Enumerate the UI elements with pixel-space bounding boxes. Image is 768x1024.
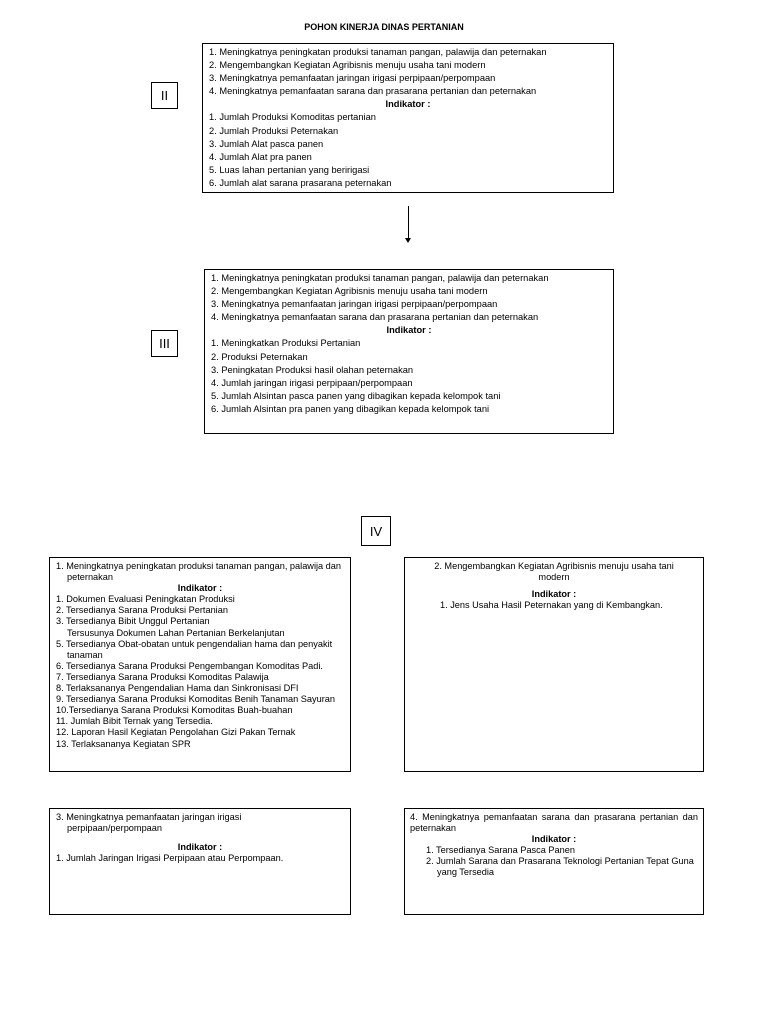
indicator-item: 1. Dokumen Evaluasi Peningkatan Produksi — [56, 594, 235, 605]
level-label-iii — [151, 330, 178, 357]
indikator-heading: Indikator : — [531, 834, 577, 845]
goal-text: 4. Meningkatnya pemanfaatan sarana dan prasarana pertanian dan peternakan — [410, 812, 698, 834]
indicator-item: 6. Jumlah alat sarana prasarana peternakan — [209, 177, 392, 188]
level4-box-1 — [49, 557, 351, 772]
indikator-heading: Indikator : — [177, 583, 223, 594]
indicator-item: 5. Jumlah Alsintan pasca panen yang dibagikan kepada kelompok tani — [211, 390, 501, 401]
indicator-item: 5. Tersedianya Obat-obatan untuk pengendalian hama dan penyakit tanaman — [56, 638, 333, 660]
level-label-iv — [361, 516, 391, 546]
indicator-list — [211, 337, 607, 416]
indicator-item: 10.Tersedianya Sarana Produksi Komoditas Buah-buahan — [56, 705, 293, 716]
indicator-item: 3. Tersedianya Bibit Unggul Pertanian — [56, 616, 210, 627]
indicator-list — [209, 111, 607, 190]
indicator-item: 3. Jumlah Alat pasca panen — [209, 138, 324, 149]
indicator-item: 2. Tersedianya Sarana Produksi Pertanian — [56, 605, 228, 616]
indicator-item: 3. Peningkatan Produksi hasil olahan peternakan — [211, 364, 414, 375]
goal-text: 3. Meningkatnya pemanfaatan jaringan irigasi perpipaan/perpompaan — [56, 812, 242, 834]
indicator-item: 4. Jumlah Alat pra panen — [209, 151, 312, 162]
indicator-item: 7. Tersedianya Sarana Produksi Komoditas Palawija — [56, 671, 269, 682]
indicator-item: 5. Luas lahan pertanian yang beririgasi — [209, 164, 370, 175]
down-arrow-icon — [405, 238, 411, 243]
level4-box-4 — [404, 808, 704, 915]
indikator-heading: Indikator : — [177, 842, 223, 853]
goal-item: 2. Mengembangkan Kegiatan Agribisnis menuju usaha tani modern — [209, 60, 486, 71]
down-arrow-line — [408, 206, 409, 240]
indicator-item: 9. Tersedianya Sarana Produksi Komoditas Benih Tanaman Sayuran — [56, 694, 336, 705]
goal-item: 1. Meningkatnya peningkatan produksi tanaman pangan, palawija dan peternakan — [209, 47, 547, 57]
goal-item: 3. Meningkatnya pemanfaatan jaringan irigasi perpipaan/perpompaan — [211, 299, 498, 310]
indicator-item: 1. Meningkatkan Produksi Pertanian — [211, 338, 361, 349]
goal-text: 2. Mengembangkan Kegiatan Agribisnis menuju usaha tani modern — [434, 561, 674, 583]
level3-box — [204, 269, 614, 434]
level-label-text: III — [159, 336, 170, 351]
indikator-heading: Indikator : — [386, 325, 432, 336]
indicator-item: 13. Terlaksananya Kegiatan SPR — [56, 738, 191, 749]
indikator-heading: Indikator : — [385, 99, 431, 110]
goal-item: 4. Meningkatnya pemanfaatan sarana dan prasarana pertanian dan peternakan — [209, 86, 537, 97]
indicator-item: Tersusunya Dokumen Lahan Pertanian Berkelanjutan — [67, 627, 285, 638]
indicator-item: 2. Jumlah Produksi Peternakan — [209, 125, 339, 136]
indicator-item: 1. Jumlah Produksi Komoditas pertanian — [209, 112, 376, 123]
goal-text: 1. Meningkatnya peningkatan produksi tanaman pangan, palawija dan peternakan — [56, 561, 342, 583]
level-label-text: IV — [369, 523, 383, 539]
indikator-heading: Indikator : — [531, 589, 577, 600]
goal-item: 2. Mengembangkan Kegiatan Agribisnis menuju usaha tani modern — [211, 286, 488, 297]
goal-list — [211, 272, 607, 324]
level4-box-2 — [404, 557, 704, 772]
level2-box — [202, 43, 614, 193]
indicator-item: 2. Produksi Peternakan — [211, 351, 308, 362]
indicator-item: 4. Jumlah jaringan irigasi perpipaan/perpompaan — [211, 377, 413, 388]
level-label-text: II — [160, 88, 169, 103]
page-title: POHON KINERJA DINAS PERTANIAN — [304, 22, 464, 32]
indicator-item: 6. Tersedianya Sarana Produksi Pengembangan Komoditas Padi. — [56, 660, 323, 671]
indicator-item: 1. Jumlah Jaringan Irigasi Perpipaan atau Perpompaan. — [56, 853, 284, 864]
goal-item: 4. Meningkatnya pemanfaatan sarana dan prasarana pertanian dan peternakan — [211, 312, 539, 323]
level4-box-3 — [49, 808, 351, 915]
indicator-item: 2. Jumlah Sarana dan Prasarana Teknologi Pertanian Tepat Guna yang Tersedia — [426, 856, 694, 878]
goal-list — [209, 46, 607, 98]
indicator-list — [425, 600, 683, 611]
goal-item: 3. Meningkatnya pemanfaatan jaringan irigasi perpipaan/perpompaan — [209, 73, 496, 84]
indicator-item: 8. Terlaksananya Pengendalian Hama dan Sinkronisasi DFI — [56, 683, 299, 694]
indicator-item: 11. Jumlah Bibit Ternak yang Tersedia. — [56, 716, 213, 727]
indicator-list — [56, 853, 344, 864]
indicator-item: 6. Jumlah Alsintan pra panen yang dibagikan kepada kelompok tani — [211, 403, 490, 414]
indicator-item: 1. Tersedianya Sarana Pasca Panen — [426, 845, 575, 856]
indicator-item: 12. Laporan Hasil Kegiatan Pengolahan Gizi Pakan Ternak — [56, 727, 296, 738]
indicator-list — [410, 845, 698, 878]
level-label-ii — [151, 82, 178, 109]
goal-item: 1. Meningkatnya peningkatan produksi tanaman pangan, palawija dan peternakan — [211, 273, 549, 283]
indicator-item: 1. Jens Usaha Hasil Peternakan yang di Kembangkan. — [440, 600, 663, 611]
indicator-list — [56, 594, 344, 749]
